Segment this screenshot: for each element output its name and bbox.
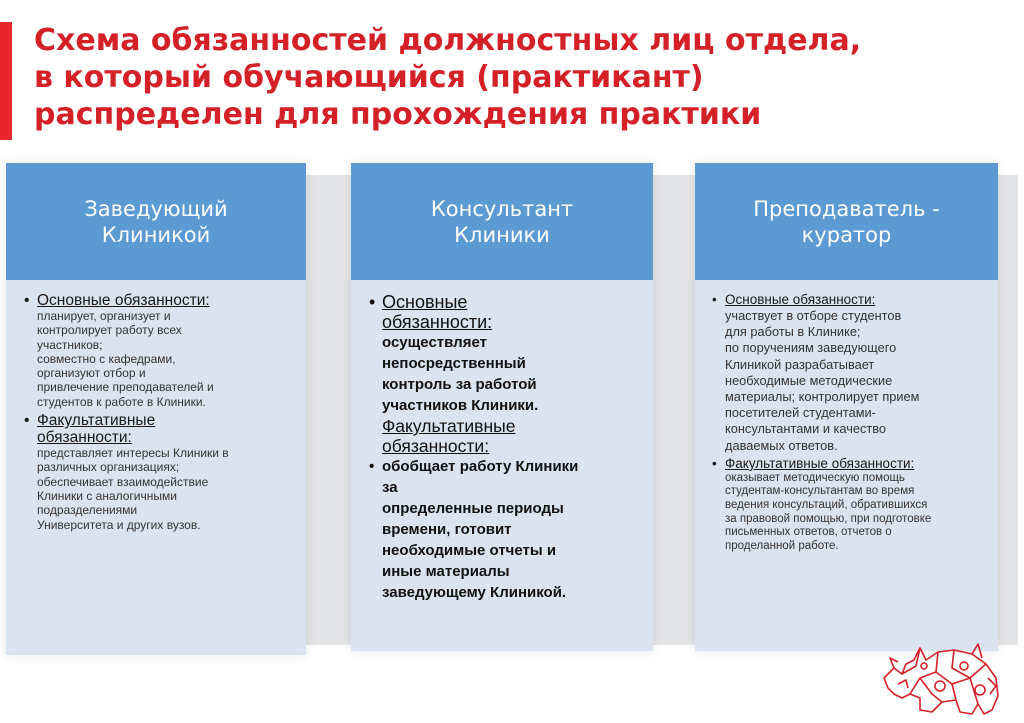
bullet-icon: • <box>712 292 717 307</box>
duty-line: Клиники с аналогичными <box>37 488 177 503</box>
page-title-line: Схема обязанностей должностных лиц отдела, <box>34 23 862 58</box>
page-title <box>34 22 994 133</box>
duty-card-clinic-consultant <box>351 163 653 651</box>
duty-line: иные материалы <box>382 563 510 580</box>
duty-line: проделанной работе. <box>725 539 839 552</box>
backdrop-band <box>648 175 700 645</box>
optional-duties-text <box>37 446 299 532</box>
duty-line: контроль за работой <box>382 376 537 393</box>
main-duties-heading <box>712 292 993 308</box>
duty-line: определенные периоды <box>382 500 564 517</box>
duty-line: осуществляет <box>382 334 487 351</box>
duty-line: необходимые отчеты и <box>382 542 557 559</box>
duty-line: Клиникой разрабатывает <box>725 356 875 372</box>
main-duties-title: Основные обязанности: <box>37 292 210 309</box>
bullet-icon: • <box>369 458 375 475</box>
duty-card-head-of-clinic <box>6 163 306 655</box>
duty-line: для работы в Клинике; <box>725 324 861 340</box>
duty-line: совместно с кафедрами, <box>37 351 176 366</box>
main-duties-title: Основные обязанности: <box>725 292 876 307</box>
duty-line: привлечение преподавателей и <box>37 380 214 395</box>
optional-duties-heading <box>382 416 644 456</box>
optional-duties-title: Факультативные обязанности: <box>725 455 915 471</box>
duty-card-teacher-curator <box>695 163 998 651</box>
duty-line: консультантами и качество <box>725 421 887 437</box>
card-title-line: куратор <box>801 222 892 247</box>
title-accent-bar <box>0 22 12 140</box>
card-title-line: Клиники <box>454 222 550 247</box>
card-title-line: Преподаватель - <box>753 196 940 221</box>
bullet-icon: • <box>24 292 30 309</box>
card-body <box>6 280 306 655</box>
duty-line: за правовой помощью, при подготовке <box>725 512 932 525</box>
duty-line: непосредственный <box>382 355 526 372</box>
duty-line: организуют отбор и <box>37 366 146 381</box>
duty-line: даваемых ответов. <box>725 437 838 453</box>
duty-line: представляет интересы Клиники в <box>37 446 229 461</box>
duty-line: Университета и других вузов. <box>37 517 201 532</box>
main-duties-title: обязанности: <box>382 312 493 332</box>
main-duties-heading <box>24 292 299 309</box>
duty-line: контролирует работу всех <box>37 323 182 338</box>
duty-line: оказывает методическую помощь <box>725 471 905 484</box>
duty-line: заведующему Клиникой. <box>382 584 567 601</box>
optional-duties-text <box>725 472 993 554</box>
card-header <box>6 163 306 280</box>
rhinoceros-logo-icon <box>880 638 1004 718</box>
duty-line: различных организациях; <box>37 460 180 475</box>
main-duties-section <box>369 292 644 603</box>
duty-line: студентам-консультантам во время <box>725 485 915 498</box>
duty-line: по поручениям заведующего <box>725 340 897 356</box>
duty-line: участников Клиники. <box>382 397 539 414</box>
card-title-line: Клиникой <box>101 222 211 247</box>
duty-line: планирует, организует и <box>37 309 171 323</box>
duty-line: обобщает работу Клиники <box>382 458 579 475</box>
page-title-line: в который обучающийся (практикант) <box>34 60 704 95</box>
main-duties-section <box>712 292 993 553</box>
duty-line: подразделениями <box>37 503 138 518</box>
duty-line: за <box>382 479 398 496</box>
bullet-icon: • <box>369 292 376 312</box>
duty-line: обеспечивает взаимодействие <box>37 474 209 489</box>
bullet-icon: • <box>24 412 30 430</box>
optional-duties-title: Факультативные <box>382 416 516 436</box>
main-duties-text <box>37 309 299 409</box>
main-duties-text <box>725 308 993 454</box>
duty-line: материалы; контролирует прием <box>725 389 920 405</box>
main-duties-section <box>24 292 299 532</box>
card-body <box>695 280 998 651</box>
main-duties-text <box>382 332 644 416</box>
duty-line: студентов к работе в Клиники. <box>37 394 206 409</box>
optional-duties-heading <box>24 412 299 447</box>
optional-duties-text <box>369 456 644 603</box>
main-duties-title: Основные <box>382 292 468 312</box>
card-header <box>351 163 653 280</box>
card-body <box>351 280 653 651</box>
duty-line: ведения консультаций, обратившихся <box>725 499 928 512</box>
duty-line: времени, готовит <box>382 521 512 538</box>
duty-line: письменных ответов, отчетов о <box>725 526 892 539</box>
card-title-line: Консультант <box>430 196 574 221</box>
duty-line: посетителей студентами- <box>725 405 876 421</box>
card-header <box>695 163 998 280</box>
optional-duties-title: Факультативные <box>37 412 156 430</box>
bullet-icon: • <box>712 455 717 471</box>
optional-duties-title: обязанности: <box>382 436 490 456</box>
backdrop-band <box>300 175 356 645</box>
duty-line: участвует в отборе студентов <box>725 308 902 323</box>
optional-duties-heading <box>712 455 993 472</box>
card-title-line: Заведующий <box>84 196 228 221</box>
optional-duties-title: обязанности: <box>37 429 132 447</box>
page-title-line: распределен для прохождения практики <box>34 97 762 132</box>
backdrop-band <box>996 175 1018 645</box>
duty-line: участников; <box>37 337 103 352</box>
duty-line: необходимые методические <box>725 372 893 388</box>
main-duties-heading <box>369 292 644 332</box>
